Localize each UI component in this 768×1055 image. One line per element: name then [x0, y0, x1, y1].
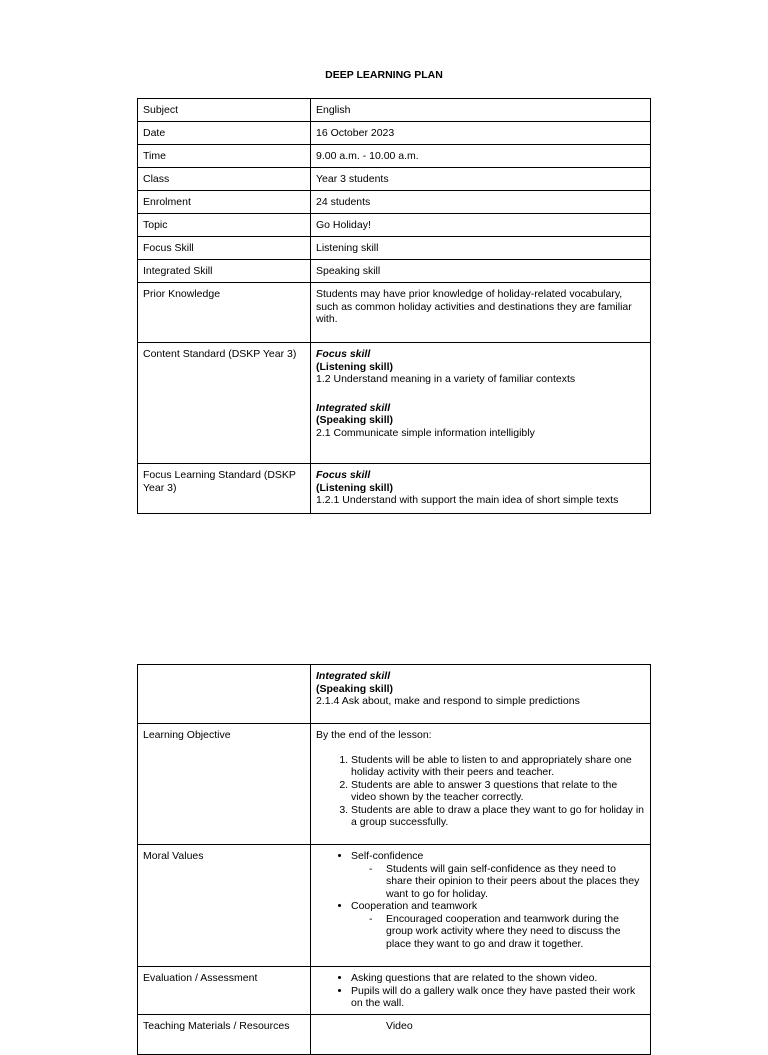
row-value: Students may have prior knowledge of holiday-related vocabulary, such as common holiday activities and destinations they are familiar with.	[311, 283, 651, 343]
table-row	[138, 191, 651, 214]
row-label: Teaching Materials / Resources	[138, 1015, 311, 1055]
moral-values-list	[316, 850, 645, 950]
row-value	[311, 845, 651, 967]
table-row	[138, 237, 651, 260]
table-row	[138, 145, 651, 168]
row-label: Prior Knowledge	[138, 283, 311, 343]
objective-intro: By the end of the lesson:	[316, 729, 432, 741]
table-row-teaching-materials	[138, 1015, 651, 1055]
row-label: Integrated Skill	[138, 260, 311, 283]
table-row-moral-values	[138, 845, 651, 967]
row-value: 16 October 2023	[311, 122, 651, 145]
moral-value-details	[351, 863, 645, 901]
list-item: Video	[386, 1020, 413, 1032]
row-value: Listening skill	[311, 237, 651, 260]
row-value: Go Holiday!	[311, 214, 651, 237]
list-item: 2. Students are able to answer 3 questions that relate to the video shown by the teacher correctly.	[351, 779, 645, 804]
row-value	[311, 967, 651, 1015]
table-row	[138, 260, 651, 283]
list-item: - Encouraged cooperation and teamwork during the group work activity where they need to discuss the place they want to go and draw it together.	[386, 913, 645, 951]
row-label: Focus Learning Standard (DSKP Year 3)	[138, 464, 311, 514]
lesson-plan-table-1	[137, 98, 651, 514]
moral-value: Cooperation and teamwork	[351, 900, 478, 912]
list-item: • Asking questions that are related to the shown video.	[351, 972, 645, 985]
focus-skill-standard: 1.2 Understand meaning in a variety of familiar contexts	[316, 373, 576, 385]
focus-skill-name: (Listening skill)	[316, 481, 394, 494]
row-label: Date	[138, 122, 311, 145]
integrated-skill-standard: 2.1 Communicate simple information intelligibly	[316, 426, 535, 439]
row-label: Evaluation / Assessment	[138, 967, 311, 1015]
row-value: 24 students	[311, 191, 651, 214]
integrated-skill-standard: 2.1.4 Ask about, make and respond to simple predictions	[316, 695, 580, 707]
integrated-skill-heading: Integrated skill	[316, 670, 391, 682]
table-row-learning-objective	[138, 724, 651, 845]
focus-skill-name: (Listening skill)	[316, 360, 394, 373]
lesson-plan-table-2	[137, 664, 651, 1055]
table-row	[138, 122, 651, 145]
table-row	[138, 99, 651, 122]
table-row-learning-standard	[138, 464, 651, 514]
row-label: Class	[138, 168, 311, 191]
row-value	[311, 343, 651, 464]
objective-list	[316, 754, 645, 829]
row-label: Focus Skill	[138, 237, 311, 260]
row-label: Content Standard (DSKP Year 3)	[138, 343, 311, 464]
list-item	[351, 900, 645, 950]
row-label: Learning Objective	[138, 724, 311, 845]
table-row-content-standard	[138, 343, 651, 464]
row-label-empty	[138, 665, 311, 724]
evaluation-list	[316, 972, 645, 1010]
row-value: Speaking skill	[311, 260, 651, 283]
focus-skill-standard: 1.2.1 Understand with support the main idea of short simple texts	[316, 494, 619, 506]
row-value: Year 3 students	[311, 168, 651, 191]
moral-value-details	[351, 913, 645, 951]
row-value: English	[311, 99, 651, 122]
row-label: Subject	[138, 99, 311, 122]
integrated-skill-heading: Integrated skill	[316, 401, 391, 414]
integrated-skill-name: (Speaking skill)	[316, 682, 394, 695]
row-value	[311, 724, 651, 845]
table-row	[138, 168, 651, 191]
list-item: 1. Students will be able to listen to and appropriately share one holiday activity with their peers and teacher.	[351, 754, 645, 779]
table-row	[138, 283, 651, 343]
focus-skill-heading: Focus skill	[316, 348, 371, 360]
row-value	[311, 1015, 651, 1055]
list-item: 3. Students are able to draw a place they want to go for holiday in a group successfully.	[351, 804, 645, 829]
integrated-skill-name: (Speaking skill)	[316, 414, 394, 426]
row-label: Enrolment	[138, 191, 311, 214]
list-item	[351, 850, 645, 900]
row-value: 9.00 a.m. - 10.00 a.m.	[311, 145, 651, 168]
row-label: Time	[138, 145, 311, 168]
list-item: • Pupils will do a gallery walk once they have pasted their work on the wall.	[351, 985, 645, 1010]
moral-value: Self-confidence	[351, 850, 424, 862]
table-row-integrated-standard	[138, 665, 651, 724]
row-label: Topic	[138, 214, 311, 237]
list-item: - Students will gain self-confidence as they need to share their opinion to their peers about the places they want to go for holiday.	[386, 863, 645, 901]
row-label: Moral Values	[138, 845, 311, 967]
focus-skill-heading: Focus skill	[316, 469, 371, 481]
row-value	[311, 464, 651, 514]
table-row-evaluation	[138, 967, 651, 1015]
table-row	[138, 214, 651, 237]
row-value	[311, 665, 651, 724]
document-title: DEEP LEARNING PLAN	[325, 69, 443, 81]
